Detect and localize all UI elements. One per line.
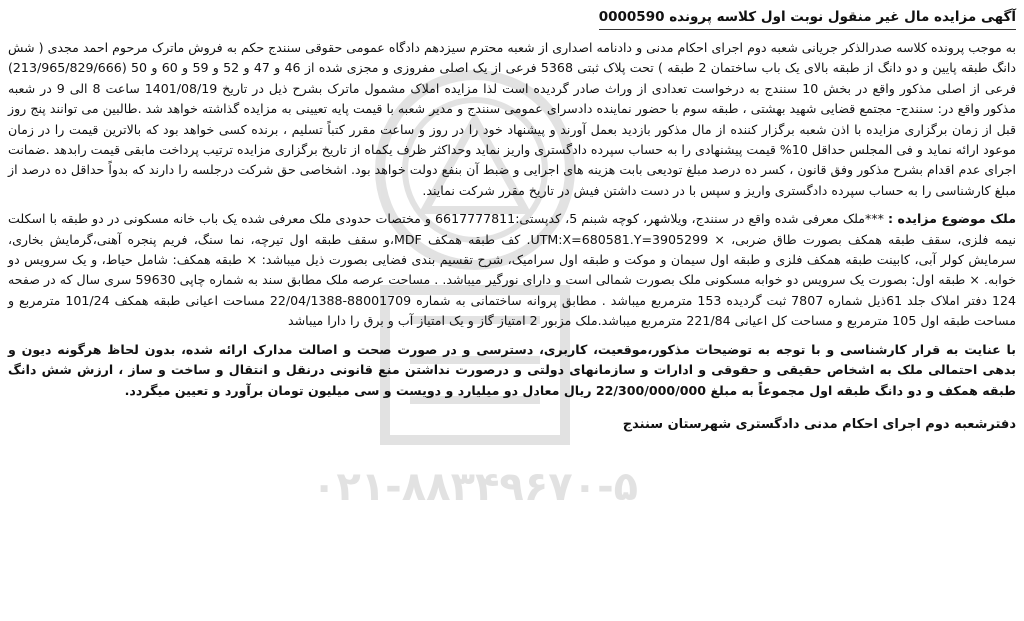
issuer-signature: دفترشعبه دوم اجرای احکام مدنی دادگستری شهرستان سنندج [622, 416, 1016, 432]
property-label: ملک موضوع مزایده : [888, 211, 1016, 227]
watermark-phone: ۰۲۱-۸۸۳۴۹۶۷۰-۵ [311, 464, 639, 510]
property-description-text: ***ملک معرفی شده واقع در سنندج، ویلاشهر، کوچه شبنم 5، کدپستی:6617777811 و مختصات حدودی ملک معرفی شده یک باب خانه مسکونی در دو طبقه با اسکلت نیمه فلزی، سقف طبقه همکف بصورت طاق ضربی، × UTM:X=680581.Y=3905299. کف طبقه همکف MDF،و سقف طبقه اول تیرچه، نما سنگ، فریم پنجره آهنی،گرمایش بخاری، سرمایش کولر آبی، کابینت طبقه همکف فلزی و طبقه اول سیمان و موکت و طبقه اول سرامیک، شرح تقسیم بندی فضایی بصورت ذیل میباشد: × طبقه همکف: شامل حیاط، و یک سرویس دو خوابه. × طبقه اول: بصورت یک سرویس دو خوابه مسکونی ملک بصورت شمالی است و دارای نورگیر میباشد. . مساحت عرصه ملک مطابق سند به شماره چاپی 59630 سری سال که در صفحه 124 دفتر املاک جلد 61ذیل شماره 7807 ثبت گردیده 153 مترمربع میباشد . مطابق پروانه ساختمانی به شماره 88001709-22/04/1388 مساحت اعیانی طبقه همکف 101/24 مترمربع و مساحت طبقه اول 105 مترمربع و مساحت کل اعیانی 221/84 مترمربع میباشد.ملک مزبور 2 امتیاز گاز و یک امتیاز آب و برق را دارا میباشد [8, 211, 1016, 329]
valuation-paragraph: با عنایت به قرار کارشناسی و با توجه به توضیحات مذکور،موقعیت، کاربری، دسترسی و در صورت صحت و اصالت مدارک ارائه شده، بدون لحاظ هرگونه دیون و بدهی احتمالی ملک به اشخاص حقیقی و حقوقی و ادارات و سازمانهای دولتی و درصورت نداشتن منع قانونی درنقل و انتقال و ساخت و ساز ، ارزش شش دانگ طبقه همکف و دو دانگ طبقه اول مجموعاً به مبلغ 22/300/000/000 ریال معادل دو میلیارد و دویست و سی میلیون تومان برآورد و تعیین میگردد. [8, 341, 1016, 398]
announcement-paragraph: به موجب پرونده کلاسه صدرالذکر جریانی شعبه دوم اجرای احکام مدنی و دادنامه اصداری از شعبه محترم سیزدهم دادگاه عمومی حقوقی سنندج حکم به فروش ماترک مرحوم احمد مجدی ( شش دانگ طبقه پایین و دو دانگ از طبقه بالای یک باب ساختمان 2 طبقه ) تحت پلاک ثبتی 5368 فرعی از یک اصلی مفروزی و مجزی شده از 46 و 47 و 52 و 59 و 60 و 50 (213/965/829/666) فرعی از اصلی مذکور واقع در بخش 10 سنندج به درخواست تعدادی از وراث صادر گردیده است لذا مزایده املاک مشمول ماترک بشرح ذیل در تاریخ 1401/08/19 ساعت 8 الی 9 در شعبه مذکور واقع در: سنندج- مجتمع قضایی شهید بهشتی ، طبقه سوم با حضور نماینده دادسرای عمومی سنندج و مدیر شعبه با قیمت پایه تعیینی به مزایده گذاشته خواهد شد .طالبین می توانند پنج روز قبل از زمان برگزاری مزایده با اذن شعبه برگزار کننده از مال مذکور بازدید بعمل آورند و پیشنهاد خود را در روز و ساعت مقرر کتباً تسلیم ، برنده کسی خواهد بود که بالاترین قیمت را در زمان موعود ارائه نماید و فی المجلس حداقل 10% قیمت پیشنهادی را به حساب سپرده دادگستری واریز نماید وحداکثر ظرف یکماه از تاریخ برگزاری مزایده ترتیب پرداخت مابقی قیمت رابدهد .ضمانت اجرای عدم اقدام بشرح مذکور وفق قانون ، کسر ده درصد مبلغ تودیعی بابت هزینه های اجرایی و ضبط آن بنفع دولت خواهد بود. اشخاصی حق شرکت درجلسه را دارند که بدواً حداقل ده درصد از مبلغ کارشناسی را به حساب سپرده دادگستری واریز و سپس با در دست داشتن فیش در تاریخ مقرر شرکت نمایند. [8, 40, 1017, 198]
property-description-paragraph [8, 209, 1016, 331]
page-title: آگهی مزایده مال غیر منقول نوبت اول کلاسه پرونده 0000590 [599, 6, 1016, 30]
